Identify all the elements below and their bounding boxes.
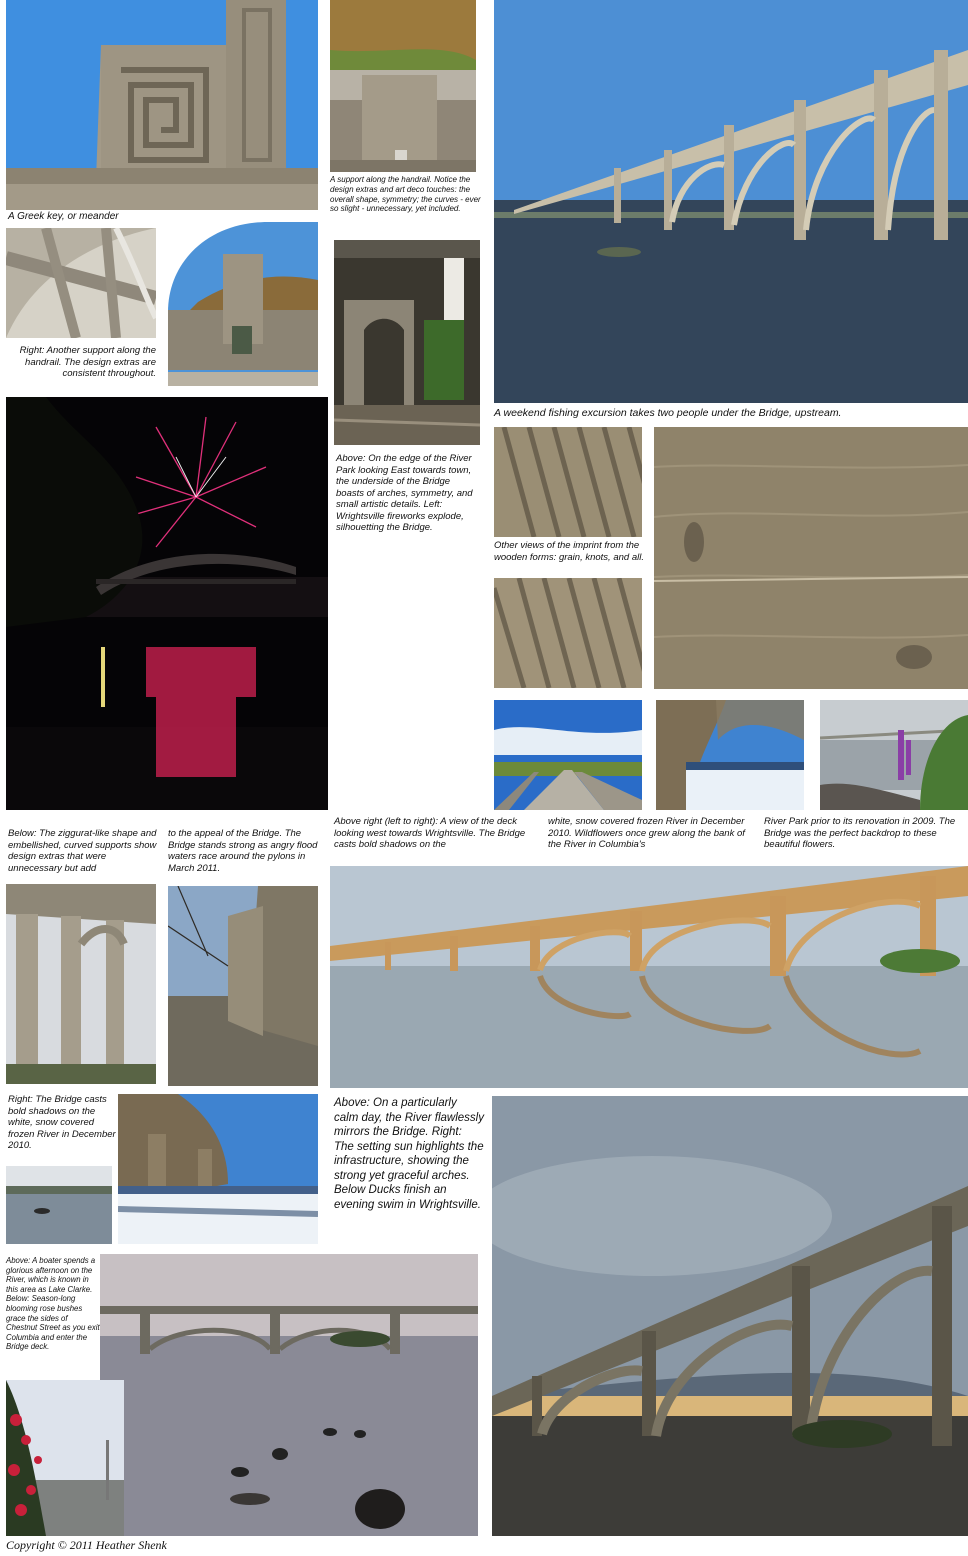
- caption-deck-col3: River Park prior to its renovation in 2009. The Bridge was the perfect backdrop to these beautiful flowers.: [764, 816, 956, 850]
- photo-flood-pylons: [168, 886, 318, 1086]
- photo-imprint-3: [654, 427, 968, 689]
- caption-deck-col1: Above right (left to right): A view of the deck looking west towards Wrightsville. The Bridge casts bold shadows on the: [334, 816, 526, 850]
- photo-arch-underside: [6, 228, 156, 338]
- photo-greek-key: [6, 0, 318, 210]
- caption-deck-col2: white, snow covered frozen River in December 2010. Wildflowers once grew along the bank of the River in Columbia's: [548, 816, 745, 850]
- caption-imprint: Other views of the imprint from the wooden forms: grain, knots, and all.: [494, 540, 644, 563]
- photo-river-park-underside: [334, 240, 480, 445]
- caption-fishing: A weekend fishing excursion takes two people under the Bridge, upstream.: [494, 407, 842, 419]
- caption-calm-day: Above: On a particularly calm day, the River flawlessly mirrors the Bridge. Right: The setting sun highlights the infrastructure, showing the strong yet graceful arches. Below Ducks finish an evening swim in Wrightsville.: [334, 1097, 484, 1211]
- caption-handrail-support: A support along the handrail. Notice the design extras and art deco touches: the overall shape, symmetry; the curves - ever so slight - unnecessary, yet included.: [330, 175, 481, 214]
- photo-imprint-1: [494, 427, 642, 537]
- photo-ducks-evening: [100, 1254, 478, 1536]
- photo-sunset-bridge: [492, 1096, 968, 1536]
- photo-boater: [6, 1166, 112, 1244]
- photo-ziggurat-supports: [6, 884, 156, 1084]
- caption-ziggurat-col1: Below: The ziggurat-like shape and embellished, curved supports show design extras that were unnecessary but add: [8, 828, 157, 874]
- photo-deck-west: [494, 700, 642, 810]
- photo-fireworks: [6, 397, 328, 810]
- photo-rose-bushes: [6, 1380, 124, 1536]
- photo-imprint-2: [494, 578, 642, 688]
- caption-another-support: Right: Another support along the handrail. The design extras are consistent throughout.: [19, 345, 156, 379]
- caption-shadows-snow: Right: The Bridge casts bold shadows on the white, snow covered frozen River in December 2010.: [8, 1094, 116, 1151]
- photo-fishing-bridge: [494, 0, 968, 403]
- caption-river-park-fireworks: Above: On the edge of the River Park looking East towards town, the underside of the Bridge boasts of arches, symmetry, and small artistic details. Left: Wrightsville fireworks explode, silhouetting the Bridge.: [336, 453, 473, 533]
- copyright-notice: Copyright © 2011 Heather Shenk: [6, 1538, 167, 1552]
- caption-ziggurat-col2: to the appeal of the Bridge. The Bridge stands strong as angry flood waters race around the pylons in March 2011.: [168, 828, 318, 874]
- caption-boater: Above: A boater spends a glorious afternoon on the River, which is known in this area as Lake Clarke. Below: Season-long blooming rose bushes grace the sides of Chestnut Street as you exit Columbia and enter the Bridge deck.: [6, 1256, 100, 1352]
- photo-shadows-snow: [118, 1094, 318, 1244]
- photo-handrail-support-2: [168, 222, 318, 386]
- photo-wildflowers: [820, 700, 968, 810]
- photo-frozen-river-small: [656, 700, 804, 810]
- caption-greek-key: A Greek key, or meander: [8, 211, 119, 222]
- photo-handrail-support: [330, 0, 476, 172]
- photo-calm-reflection: [330, 866, 968, 1088]
